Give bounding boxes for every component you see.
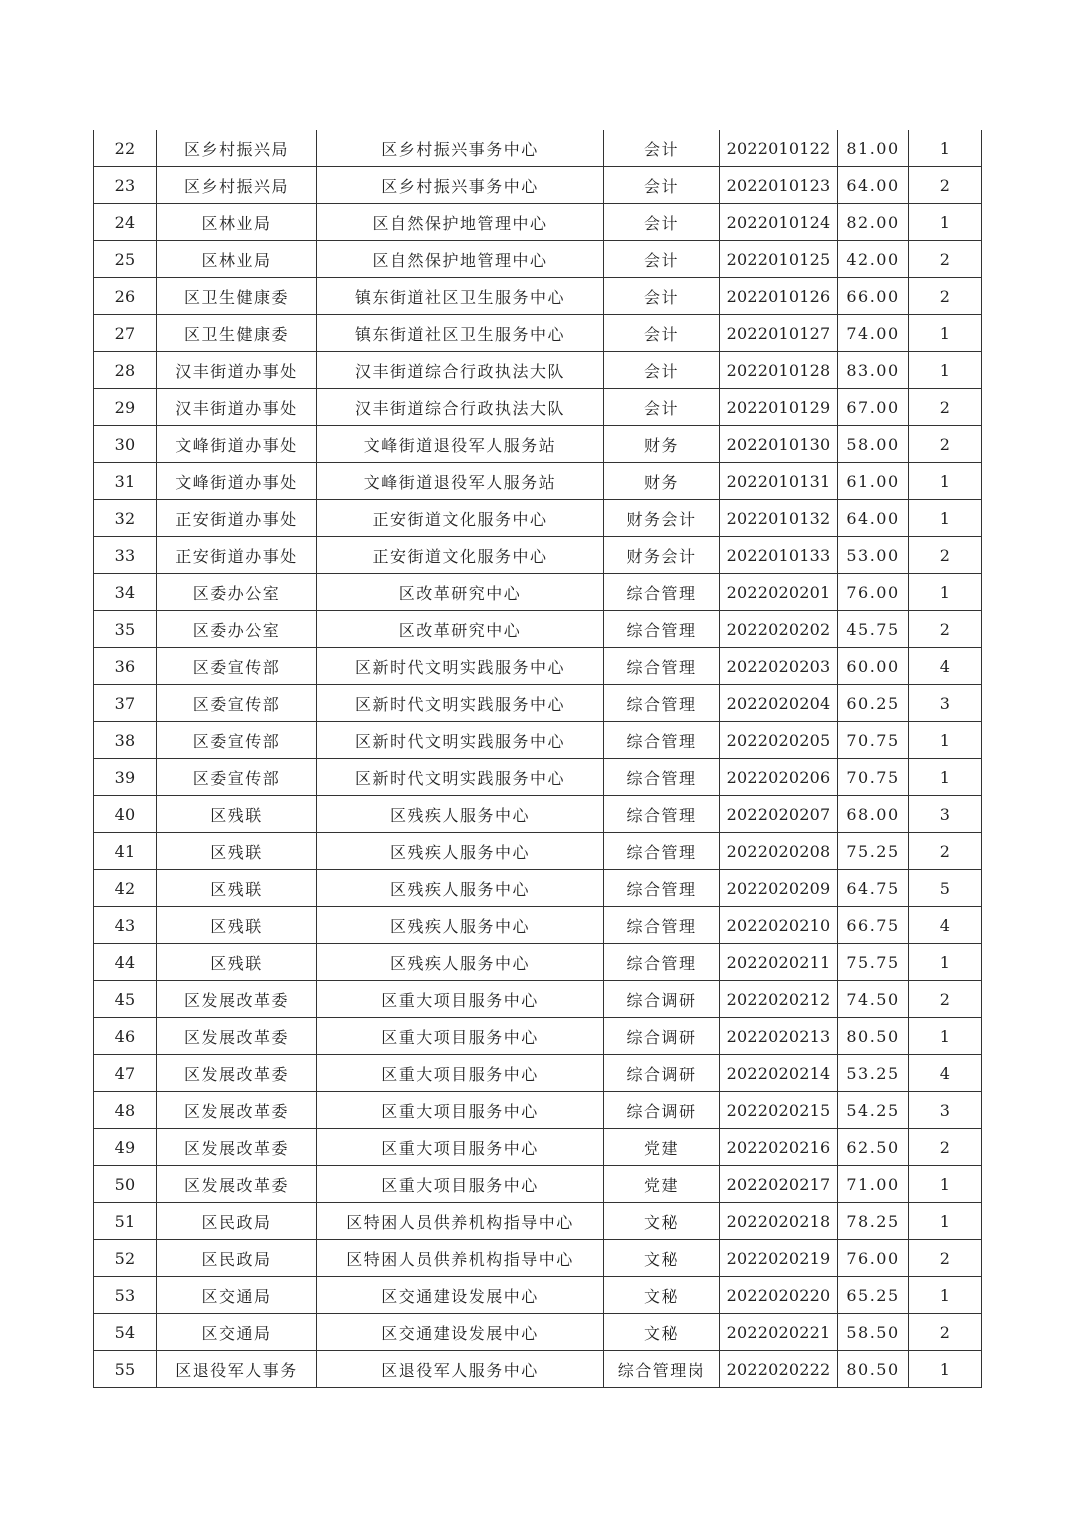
cell-exam-code: 2022020216 <box>720 1129 838 1166</box>
cell-score: 67.00 <box>838 389 909 426</box>
cell-score: 74.00 <box>838 315 909 352</box>
cell-number: 24 <box>94 204 157 241</box>
cell-number: 36 <box>94 648 157 685</box>
table-row <box>94 1277 982 1314</box>
cell-department: 区委宣传部 <box>157 759 317 796</box>
cell-department: 区退役军人事务 <box>157 1351 317 1388</box>
cell-number: 27 <box>94 315 157 352</box>
cell-position: 文秘 <box>604 1203 720 1240</box>
cell-score: 65.25 <box>838 1277 909 1314</box>
cell-unit: 区重大项目服务中心 <box>317 981 604 1018</box>
cell-rank: 1 <box>909 352 982 389</box>
table-row <box>94 1092 982 1129</box>
table-row <box>94 500 982 537</box>
cell-department: 区乡村振兴局 <box>157 167 317 204</box>
cell-rank: 1 <box>909 759 982 796</box>
cell-position: 会计 <box>604 130 720 167</box>
cell-score: 66.75 <box>838 907 909 944</box>
table-row <box>94 463 982 500</box>
cell-position: 会计 <box>604 389 720 426</box>
cell-score: 66.00 <box>838 278 909 315</box>
cell-score: 75.25 <box>838 833 909 870</box>
cell-unit: 区交通建设发展中心 <box>317 1314 604 1351</box>
cell-rank: 1 <box>909 315 982 352</box>
cell-rank: 2 <box>909 167 982 204</box>
cell-department: 区卫生健康委 <box>157 278 317 315</box>
cell-rank: 2 <box>909 389 982 426</box>
cell-rank: 1 <box>909 463 982 500</box>
table-row <box>94 870 982 907</box>
cell-number: 26 <box>94 278 157 315</box>
cell-score: 64.00 <box>838 167 909 204</box>
cell-exam-code: 2022010124 <box>720 204 838 241</box>
cell-exam-code: 2022020222 <box>720 1351 838 1388</box>
cell-exam-code: 2022020212 <box>720 981 838 1018</box>
table-row <box>94 981 982 1018</box>
cell-rank: 1 <box>909 574 982 611</box>
cell-score: 61.00 <box>838 463 909 500</box>
cell-department: 区残联 <box>157 796 317 833</box>
cell-unit: 区新时代文明实践服务中心 <box>317 685 604 722</box>
cell-number: 32 <box>94 500 157 537</box>
cell-exam-code: 2022020203 <box>720 648 838 685</box>
cell-position: 会计 <box>604 241 720 278</box>
table-row <box>94 241 982 278</box>
cell-position: 综合管理 <box>604 648 720 685</box>
cell-department: 区残联 <box>157 944 317 981</box>
cell-rank: 2 <box>909 1314 982 1351</box>
cell-exam-code: 2022020209 <box>720 870 838 907</box>
cell-number: 23 <box>94 167 157 204</box>
cell-exam-code: 2022010125 <box>720 241 838 278</box>
cell-position: 文秘 <box>604 1240 720 1277</box>
cell-exam-code: 2022010128 <box>720 352 838 389</box>
cell-number: 48 <box>94 1092 157 1129</box>
cell-number: 50 <box>94 1166 157 1203</box>
cell-position: 综合管理 <box>604 759 720 796</box>
cell-exam-code: 2022020217 <box>720 1166 838 1203</box>
cell-position: 会计 <box>604 352 720 389</box>
cell-department: 区发展改革委 <box>157 1018 317 1055</box>
cell-number: 54 <box>94 1314 157 1351</box>
table-row <box>94 944 982 981</box>
cell-position: 综合管理 <box>604 574 720 611</box>
cell-department: 区委办公室 <box>157 611 317 648</box>
cell-number: 45 <box>94 981 157 1018</box>
cell-department: 文峰街道办事处 <box>157 463 317 500</box>
cell-rank: 1 <box>909 204 982 241</box>
table-row <box>94 389 982 426</box>
table-row <box>94 537 982 574</box>
cell-score: 64.75 <box>838 870 909 907</box>
cell-number: 51 <box>94 1203 157 1240</box>
cell-rank: 5 <box>909 870 982 907</box>
cell-score: 74.50 <box>838 981 909 1018</box>
cell-unit: 区退役军人服务中心 <box>317 1351 604 1388</box>
cell-exam-code: 2022020215 <box>720 1092 838 1129</box>
cell-unit: 区重大项目服务中心 <box>317 1092 604 1129</box>
cell-department: 正安街道办事处 <box>157 500 317 537</box>
cell-rank: 2 <box>909 426 982 463</box>
cell-rank: 1 <box>909 1203 982 1240</box>
cell-exam-code: 2022020206 <box>720 759 838 796</box>
cell-department: 区民政局 <box>157 1240 317 1277</box>
cell-number: 29 <box>94 389 157 426</box>
cell-department: 区委宣传部 <box>157 648 317 685</box>
cell-number: 44 <box>94 944 157 981</box>
cell-rank: 1 <box>909 1351 982 1388</box>
cell-score: 70.75 <box>838 722 909 759</box>
cell-score: 53.00 <box>838 537 909 574</box>
cell-unit: 区残疾人服务中心 <box>317 870 604 907</box>
table-row <box>94 685 982 722</box>
cell-position: 综合管理岗 <box>604 1351 720 1388</box>
cell-position: 财务 <box>604 426 720 463</box>
table-row <box>94 315 982 352</box>
cell-position: 综合管理 <box>604 796 720 833</box>
cell-score: 53.25 <box>838 1055 909 1092</box>
cell-exam-code: 2022020211 <box>720 944 838 981</box>
cell-unit: 区特困人员供养机构指导中心 <box>317 1240 604 1277</box>
cell-position: 会计 <box>604 204 720 241</box>
cell-unit: 区残疾人服务中心 <box>317 907 604 944</box>
cell-number: 39 <box>94 759 157 796</box>
cell-position: 综合调研 <box>604 1092 720 1129</box>
cell-department: 区交通局 <box>157 1314 317 1351</box>
cell-unit: 区残疾人服务中心 <box>317 944 604 981</box>
table-row <box>94 759 982 796</box>
cell-unit: 汉丰街道综合行政执法大队 <box>317 389 604 426</box>
cell-rank: 1 <box>909 944 982 981</box>
cell-exam-code: 2022020202 <box>720 611 838 648</box>
cell-number: 38 <box>94 722 157 759</box>
cell-rank: 2 <box>909 1240 982 1277</box>
cell-score: 83.00 <box>838 352 909 389</box>
table-row <box>94 278 982 315</box>
cell-unit: 文峰街道退役军人服务站 <box>317 463 604 500</box>
cell-rank: 4 <box>909 907 982 944</box>
cell-number: 31 <box>94 463 157 500</box>
cell-number: 40 <box>94 796 157 833</box>
cell-exam-code: 2022010129 <box>720 389 838 426</box>
cell-exam-code: 2022010131 <box>720 463 838 500</box>
cell-rank: 2 <box>909 241 982 278</box>
cell-department: 区林业局 <box>157 241 317 278</box>
cell-position: 综合调研 <box>604 981 720 1018</box>
cell-rank: 3 <box>909 685 982 722</box>
cell-exam-code: 2022010122 <box>720 130 838 167</box>
cell-unit: 区乡村振兴事务中心 <box>317 130 604 167</box>
cell-department: 区发展改革委 <box>157 1166 317 1203</box>
results-table <box>93 130 982 1388</box>
cell-score: 42.00 <box>838 241 909 278</box>
cell-rank: 3 <box>909 796 982 833</box>
cell-number: 49 <box>94 1129 157 1166</box>
cell-position: 综合管理 <box>604 685 720 722</box>
table-row <box>94 1203 982 1240</box>
cell-number: 41 <box>94 833 157 870</box>
cell-department: 区乡村振兴局 <box>157 130 317 167</box>
cell-unit: 区残疾人服务中心 <box>317 796 604 833</box>
cell-number: 25 <box>94 241 157 278</box>
table-body <box>94 130 982 1388</box>
table-row <box>94 1314 982 1351</box>
cell-rank: 4 <box>909 648 982 685</box>
cell-rank: 1 <box>909 130 982 167</box>
cell-score: 80.50 <box>838 1351 909 1388</box>
table-row <box>94 204 982 241</box>
cell-score: 75.75 <box>838 944 909 981</box>
cell-position: 会计 <box>604 278 720 315</box>
cell-position: 综合管理 <box>604 907 720 944</box>
cell-department: 区发展改革委 <box>157 1055 317 1092</box>
table-row <box>94 1129 982 1166</box>
cell-department: 区委宣传部 <box>157 722 317 759</box>
cell-rank: 2 <box>909 537 982 574</box>
cell-unit: 正安街道文化服务中心 <box>317 500 604 537</box>
cell-rank: 2 <box>909 981 982 1018</box>
table-row <box>94 167 982 204</box>
cell-position: 党建 <box>604 1166 720 1203</box>
cell-position: 财务会计 <box>604 537 720 574</box>
cell-department: 汉丰街道办事处 <box>157 352 317 389</box>
cell-number: 47 <box>94 1055 157 1092</box>
cell-exam-code: 2022010123 <box>720 167 838 204</box>
cell-rank: 1 <box>909 1277 982 1314</box>
cell-unit: 区残疾人服务中心 <box>317 833 604 870</box>
cell-department: 汉丰街道办事处 <box>157 389 317 426</box>
cell-number: 37 <box>94 685 157 722</box>
cell-score: 80.50 <box>838 1018 909 1055</box>
cell-unit: 区改革研究中心 <box>317 574 604 611</box>
cell-number: 30 <box>94 426 157 463</box>
cell-exam-code: 2022020218 <box>720 1203 838 1240</box>
cell-score: 76.00 <box>838 574 909 611</box>
cell-unit: 汉丰街道综合行政执法大队 <box>317 352 604 389</box>
cell-unit: 区改革研究中心 <box>317 611 604 648</box>
cell-unit: 区重大项目服务中心 <box>317 1055 604 1092</box>
table-row <box>94 352 982 389</box>
cell-rank: 2 <box>909 278 982 315</box>
cell-unit: 镇东街道社区卫生服务中心 <box>317 315 604 352</box>
cell-score: 54.25 <box>838 1092 909 1129</box>
cell-position: 会计 <box>604 167 720 204</box>
cell-rank: 2 <box>909 1129 982 1166</box>
cell-department: 正安街道办事处 <box>157 537 317 574</box>
cell-position: 文秘 <box>604 1277 720 1314</box>
cell-unit: 镇东街道社区卫生服务中心 <box>317 278 604 315</box>
cell-department: 区交通局 <box>157 1277 317 1314</box>
table-row <box>94 1018 982 1055</box>
cell-exam-code: 2022020210 <box>720 907 838 944</box>
table-row <box>94 1240 982 1277</box>
table-row <box>94 1351 982 1388</box>
table-row <box>94 130 982 167</box>
cell-position: 会计 <box>604 315 720 352</box>
cell-department: 区残联 <box>157 870 317 907</box>
cell-score: 60.25 <box>838 685 909 722</box>
cell-number: 42 <box>94 870 157 907</box>
cell-score: 64.00 <box>838 500 909 537</box>
cell-position: 财务会计 <box>604 500 720 537</box>
cell-rank: 1 <box>909 500 982 537</box>
cell-department: 文峰街道办事处 <box>157 426 317 463</box>
cell-score: 58.50 <box>838 1314 909 1351</box>
cell-department: 区委办公室 <box>157 574 317 611</box>
cell-exam-code: 2022020213 <box>720 1018 838 1055</box>
cell-number: 35 <box>94 611 157 648</box>
cell-exam-code: 2022010130 <box>720 426 838 463</box>
cell-department: 区发展改革委 <box>157 1129 317 1166</box>
cell-exam-code: 2022020221 <box>720 1314 838 1351</box>
cell-unit: 区自然保护地管理中心 <box>317 241 604 278</box>
cell-unit: 区新时代文明实践服务中心 <box>317 759 604 796</box>
cell-exam-code: 2022020208 <box>720 833 838 870</box>
table-row <box>94 574 982 611</box>
cell-unit: 区乡村振兴事务中心 <box>317 167 604 204</box>
cell-exam-code: 2022020219 <box>720 1240 838 1277</box>
cell-rank: 3 <box>909 1092 982 1129</box>
table-row <box>94 426 982 463</box>
cell-exam-code: 2022020204 <box>720 685 838 722</box>
cell-score: 76.00 <box>838 1240 909 1277</box>
cell-score: 68.00 <box>838 796 909 833</box>
cell-number: 28 <box>94 352 157 389</box>
table-row <box>94 796 982 833</box>
cell-unit: 正安街道文化服务中心 <box>317 537 604 574</box>
cell-position: 综合调研 <box>604 1055 720 1092</box>
cell-score: 71.00 <box>838 1166 909 1203</box>
cell-department: 区发展改革委 <box>157 1092 317 1129</box>
cell-rank: 2 <box>909 611 982 648</box>
table-row <box>94 722 982 759</box>
table-row <box>94 907 982 944</box>
cell-number: 43 <box>94 907 157 944</box>
cell-exam-code: 2022020220 <box>720 1277 838 1314</box>
cell-score: 82.00 <box>838 204 909 241</box>
cell-score: 70.75 <box>838 759 909 796</box>
cell-position: 综合调研 <box>604 1018 720 1055</box>
cell-unit: 区自然保护地管理中心 <box>317 204 604 241</box>
cell-exam-code: 2022020207 <box>720 796 838 833</box>
cell-position: 综合管理 <box>604 944 720 981</box>
cell-score: 45.75 <box>838 611 909 648</box>
table-row <box>94 1055 982 1092</box>
cell-exam-code: 2022020205 <box>720 722 838 759</box>
cell-rank: 1 <box>909 722 982 759</box>
cell-number: 33 <box>94 537 157 574</box>
cell-unit: 区交通建设发展中心 <box>317 1277 604 1314</box>
cell-position: 财务 <box>604 463 720 500</box>
cell-rank: 1 <box>909 1018 982 1055</box>
cell-number: 55 <box>94 1351 157 1388</box>
cell-position: 综合管理 <box>604 870 720 907</box>
cell-department: 区卫生健康委 <box>157 315 317 352</box>
cell-position: 文秘 <box>604 1314 720 1351</box>
cell-department: 区林业局 <box>157 204 317 241</box>
cell-department: 区发展改革委 <box>157 981 317 1018</box>
cell-score: 81.00 <box>838 130 909 167</box>
cell-unit: 区新时代文明实践服务中心 <box>317 722 604 759</box>
cell-unit: 文峰街道退役军人服务站 <box>317 426 604 463</box>
cell-exam-code: 2022010133 <box>720 537 838 574</box>
cell-exam-code: 2022010132 <box>720 500 838 537</box>
cell-score: 62.50 <box>838 1129 909 1166</box>
cell-department: 区民政局 <box>157 1203 317 1240</box>
cell-exam-code: 2022020214 <box>720 1055 838 1092</box>
cell-unit: 区重大项目服务中心 <box>317 1166 604 1203</box>
cell-rank: 4 <box>909 1055 982 1092</box>
cell-exam-code: 2022010127 <box>720 315 838 352</box>
cell-department: 区残联 <box>157 907 317 944</box>
cell-position: 党建 <box>604 1129 720 1166</box>
cell-score: 60.00 <box>838 648 909 685</box>
cell-number: 34 <box>94 574 157 611</box>
cell-unit: 区特困人员供养机构指导中心 <box>317 1203 604 1240</box>
cell-position: 综合管理 <box>604 611 720 648</box>
table-row <box>94 648 982 685</box>
table-row <box>94 611 982 648</box>
cell-score: 58.00 <box>838 426 909 463</box>
cell-exam-code: 2022010126 <box>720 278 838 315</box>
cell-number: 46 <box>94 1018 157 1055</box>
cell-number: 22 <box>94 130 157 167</box>
cell-rank: 2 <box>909 833 982 870</box>
cell-department: 区残联 <box>157 833 317 870</box>
cell-unit: 区重大项目服务中心 <box>317 1018 604 1055</box>
cell-department: 区委宣传部 <box>157 685 317 722</box>
table-row <box>94 833 982 870</box>
cell-number: 53 <box>94 1277 157 1314</box>
cell-exam-code: 2022020201 <box>720 574 838 611</box>
cell-unit: 区重大项目服务中心 <box>317 1129 604 1166</box>
cell-number: 52 <box>94 1240 157 1277</box>
cell-position: 综合管理 <box>604 722 720 759</box>
cell-position: 综合管理 <box>604 833 720 870</box>
cell-score: 78.25 <box>838 1203 909 1240</box>
cell-unit: 区新时代文明实践服务中心 <box>317 648 604 685</box>
table-row <box>94 1166 982 1203</box>
cell-rank: 1 <box>909 1166 982 1203</box>
